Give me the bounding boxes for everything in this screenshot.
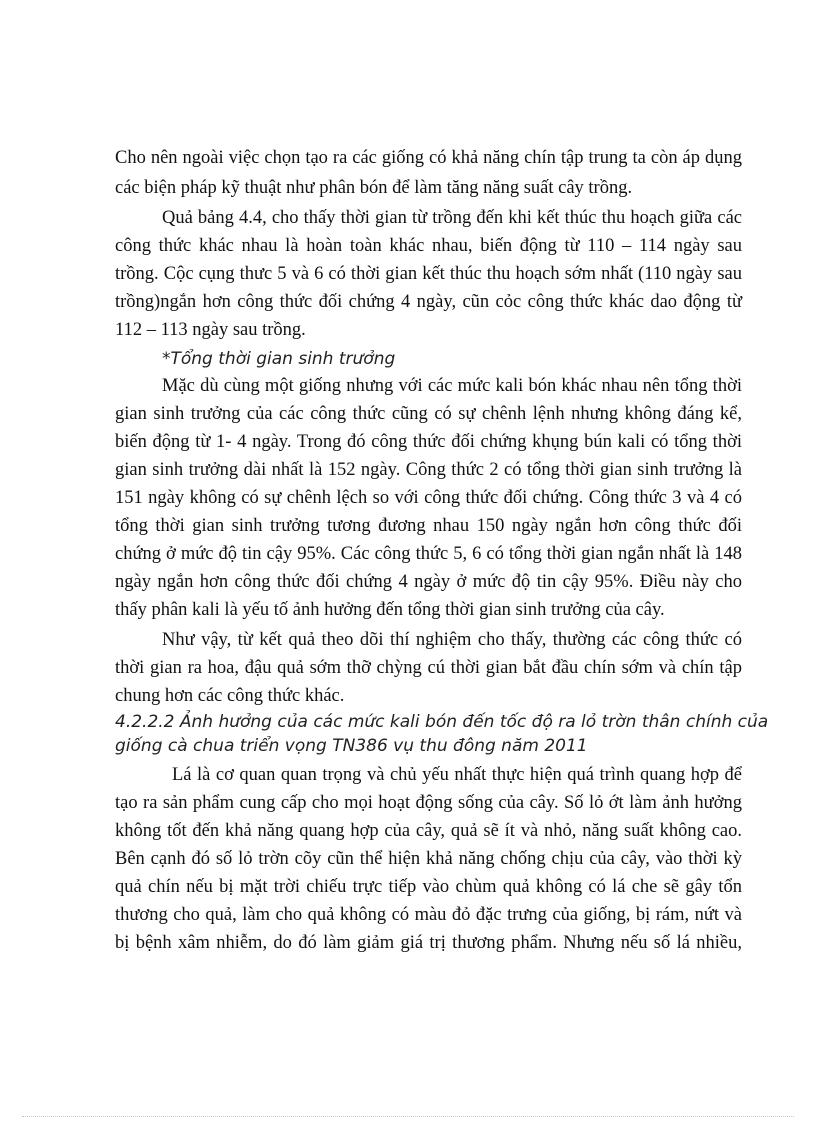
paragraph-4-line-3: chung hơn các công thức khác.	[115, 686, 345, 706]
section-heading-line-1: 4.2.2.2 Ảnh hưởng của các mức kali bón đến tốc độ ra lỏ trờn thân chính của	[115, 712, 769, 732]
paragraph-3-line-7: chứng ở mức độ tin cậy 95%. Các công thức 5, 6 có tổng thời gian ngắn nhất là 148	[115, 544, 742, 564]
paragraph-3-line-2: gian sinh trưởng của các công thức cũng có sự chênh lệnh nhưng không đáng kể,	[115, 404, 742, 424]
paragraph-3-line-3: biến động từ 1- 4 ngày. Trong đó công thức đối chứng khụng bún kali có tổng thời	[115, 432, 742, 452]
paragraph-1-line-2: các biện pháp kỹ thuật như phân bón để làm tăng năng suất cây trồng.	[115, 178, 633, 198]
subheading-growth-time: *Tổng thời gian sinh trưởng	[162, 349, 396, 369]
paragraph-4-line-1: Như vậy, từ kết quả theo dõi thí nghiệm cho thấy, thường các công thức có	[162, 630, 742, 650]
paragraph-3-line-8: ngày ngắn hơn công thức đối chứng 4 ngày ở mức độ tin cậy 95%. Điều này cho	[115, 572, 742, 592]
paragraph-1-line-1: Cho nên ngoài việc chọn tạo ra các giống có khả năng chín tập trung ta còn áp dụng	[115, 148, 742, 168]
paragraph-3-line-6: tổng thời gian sinh trưởng tương đương nhau 150 ngày ngắn hơn công thức đối	[115, 516, 742, 536]
paragraph-5-line-5: quả chín nếu bị mặt trời chiếu trực tiếp vào chùm quả không có lá che sẽ gây tổn	[115, 877, 742, 897]
paragraph-2-line-3: trồng. Cộc cụng thưc 5 và 6 có thời gian kết thúc thu hoạch sớm nhất (110 ngày sau	[115, 264, 742, 284]
paragraph-2-line-4: trồng)ngắn hơn công thức đối chứng 4 ngày, cũn cỏc công thức khác dao động từ	[115, 292, 742, 312]
paragraph-5-line-4: Bên cạnh đó số lỏ trờn cõy cũn thể hiện khả năng chống chịu của cây, vào thời kỳ	[115, 849, 742, 869]
paragraph-3-line-4: gian sinh trưởng dài nhất là 152 ngày. Công thức 2 có tổng thời gian sinh trưởng là	[115, 460, 742, 480]
paragraph-5-line-6: thương cho quả, làm cho quả không có màu đỏ đặc trưng của giống, bị rám, nứt và	[115, 905, 742, 925]
paragraph-5-line-7: bị bệnh xâm nhiễm, do đó làm giảm giá trị thương phẩm. Nhưng nếu số lá nhiều,	[115, 933, 742, 953]
paragraph-3-line-9: thấy phân kali là yếu tố ảnh hưởng đến tổng thời gian sinh trưởng của cây.	[115, 600, 665, 620]
paragraph-5-line-3: không tốt đến khả năng quang hợp của cây, quả sẽ ít và nhỏ, năng suất không cao.	[115, 821, 742, 841]
paragraph-4-line-2: thời gian ra hoa, đậu quả sớm thỡ chỳng cú thời gian bắt đầu chín sớm và chín tập	[115, 658, 742, 678]
paragraph-3-line-1: Mặc dù cùng một giống nhưng với các mức kali bón khác nhau nên tổng thời	[162, 376, 742, 396]
paragraph-2-line-2: công thức khác nhau là hoàn toàn khác nhau, biến động từ 110 – 114 ngày sau	[115, 236, 742, 256]
paragraph-2-line-5: 112 – 113 ngày sau trồng.	[115, 320, 306, 340]
paragraph-3-line-5: 151 ngày không có sự chênh lệch so với công thức đối chứng. Công thức 3 và 4 có	[115, 488, 742, 508]
page-bottom-divider	[22, 1116, 794, 1117]
paragraph-2-line-1: Quả bảng 4.4, cho thấy thời gian từ trồng đến khi kết thúc thu hoạch giữa các	[162, 208, 742, 228]
paragraph-5-line-2: tạo ra sản phẩm cung cấp cho mọi hoạt động sống của cây. Số lỏ ớt làm ảnh hưởng	[115, 793, 742, 813]
section-heading-line-2: giống cà chua triển vọng TN386 vụ thu đông năm 2011	[115, 736, 588, 756]
paragraph-5-line-1: Lá là cơ quan quan trọng và chủ yếu nhất thực hiện quá trình quang hợp để	[172, 765, 742, 785]
